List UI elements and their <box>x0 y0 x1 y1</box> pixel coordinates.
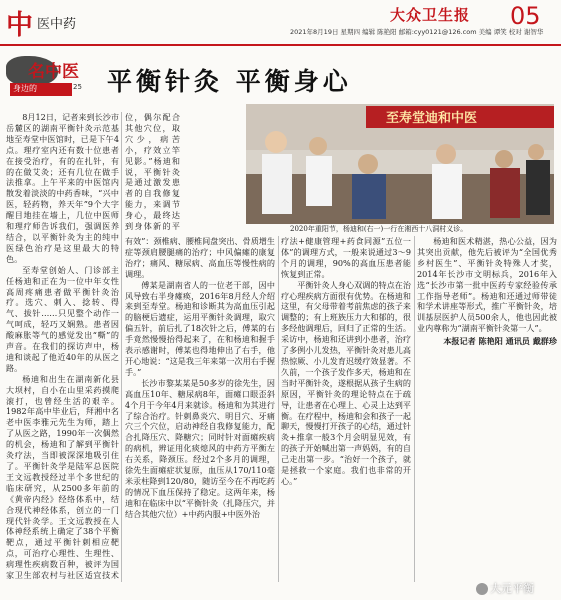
column-divider <box>414 236 415 582</box>
page-header <box>0 0 561 46</box>
column-badge <box>6 56 82 100</box>
paragraph: 疗法+健康管理+药食同源”五位一体”的调理方式，一般来说通过3～9个月的调理，90%的高血压患者能恢复到正常。 <box>281 236 411 279</box>
paragraph: 长沙市黎某某是50多岁的徐先生，因高血压10年、糖尿病8年，面瘫口眼歪斜4个月于今年4月来就诊。杨迪和为其进行了综合治疗。针刺鼻炎穴、明目穴、牙痛穴三个穴位，启动神经自我修复能力，配合扎降压穴、降糖穴；同时针对面瘫疾病的病机，辨证用化痰熄风的中药方平衡左右关系，降颈压。经过2个多月的调理，徐先生面瘫症状复原，血压从170/110毫米汞柱降到120/80，随访至今在不再吃药的情况下血压保持了稳定。这两年来，杨迪和在临床中以“平衡针灸（扎降压穴，并结合其他穴位）+中药内服+中医外治 <box>125 377 275 519</box>
article-column-3 <box>125 236 275 582</box>
paragraph: 有效”：颈椎病、腰椎间盘突出、骨质增生症等颈肩腰腿痛的治疗；中风偏瘫的康复治疗；痛风、糖尿病、高血压等慢性病的调理。 <box>125 236 275 279</box>
paragraph: 至寿堂创始人、门诊部主任杨迪和正在为一位中年女性高周疼痛患者做平衡针灸治疗。选穴、刺入、捻转、得气、拔针……只见整个动作一气呵成，轻巧又娴熟。患者因酸麻胀等气的感觉发出“嘶”的声音。在我们的探访声中，杨迪和谈起了他近40年的从医之路。 <box>6 264 119 373</box>
paragraph: 杨迪和出生在湖南新化县大坝村，自小在山里采药摸爬滚打，也曾经生活的艰辛。1982年高中毕业后，拜湘中名老中医李雅元先生为师，踏上了从医之路，1990年一次偶然的机会，杨迪和了解到平衡针灸疗法，当即被深深地吸引住了。平衡针灸学是陆军总医院王文远教授经过半个多世纪的临床研究，从2500多年前的《黄帝内经》经络体系中，结合现代神经体系，创立的一门现代针灸学。王文远教授在人体神经系统上确定了38个平衡靶点，通过平衡针刺相应靶点，可治疗心理性、生理性、病理性疾病数百种，被评为国家卫生部农村与社区适宜技术 <box>6 373 119 581</box>
paragraph: 杨迪和医术精湛，热心公益，因为其突出贡献，他先后被评为“全国优秀乡村医生”、平衡针灸特殊人才奖，2014年长沙市文明标兵，2016年入选“长沙市第一批中医药专家经验传承工作指导老师”。杨迪和还通过师带徒和学术讲座等形式，推广平衡针灸，培训基层医护人员500余人，他也因此被业内尊称为“湖南平衡针灸第一人”。 <box>417 236 557 334</box>
watermark-logo-icon <box>476 583 488 595</box>
page-number: 05 <box>510 2 541 30</box>
paragraph: 位，偶尔配合其他穴位，取穴少，病苦小，疗效立竿见影。”杨迪和说，平衡针灸是通过激发患者的自我修复能力，来调节身心，最终达到身体新的平 <box>125 112 180 232</box>
column-divider <box>121 112 122 582</box>
badge-subtitle: 身边的 <box>13 84 37 93</box>
photo-caption: 2020年重阳节，杨迪和(右一)一行在湘西十八洞村义诊。 <box>290 225 468 233</box>
article-column-2 <box>125 112 180 232</box>
banner-text: 至寿堂迪和中医 <box>386 111 478 126</box>
article-column-4 <box>281 236 411 582</box>
article-column-5 <box>417 236 557 582</box>
headline: 平衡针灸 平衡身心 <box>107 67 352 96</box>
watermark-text: 大元平衡 <box>490 582 534 595</box>
article-photo <box>246 104 554 224</box>
section-mark: 中 <box>6 10 33 41</box>
article-column-1 <box>6 112 119 582</box>
byline: 本报记者 陈艳阳 通讯员 戴群珍 <box>443 336 557 347</box>
date-line: 2021年8月19日 星期四 编辑 陈艳阳 邮箱:cyy0121@126.com 美编 谭笑 校对 谢智华 <box>290 28 544 36</box>
newspaper-brand: 大众卫生报 <box>390 6 471 24</box>
section-name: 医中药 <box>37 17 77 32</box>
column-divider <box>278 236 279 582</box>
badge-calligraphy: 名中医 <box>28 62 79 82</box>
paragraph: 傅某是湖南省人的一位老干部，因中风导致右半身瘫痪，2016年8月经人介绍来到至寿堂。杨迪和诊断其为高血压引起的脑梗后遗症，运用平衡针灸调理，取穴偏五针，前后扎了18次针之后，傅某的右手竟然慢慢抬得起来了，在和杨迪和握手表示感谢时，傅某也得地伸出了右手，他开心地说：“这是我三年来第一次用右手握手。” <box>125 279 275 377</box>
paragraph: 平衡针灸人身心双调的特点在治疗心理疾病方面很有优势。在杨迪和这里，有父母带着考前焦虑的孩子来调整的；有上班族压力大和郁的，很多经他调理后，回归了正常的生活。采访中，杨迪和还讲到小患者，治疗了多例小儿发热，平衡针灸对患儿高热惊厥、小儿发育迟缓疗效显著。不久前，一个孩子发作多天，杨迪和在当时平衡针灸，遂根据从孩子生病的原因，平衡针灸的理论特点在于疏导，让患者在心理上、心灵上达到平衡。在疗程中，杨迪和会和孩子一起聊天，慢慢打开孩子的心结，通过针灸+推拿一般3个月会明显见效，有的孩子开始喊出第一声妈妈，有的自己走出第一步。“治好一个孩子，就是拯救一个家庭。我们也非常的开心。” <box>281 279 411 486</box>
paragraph: 8月12日，记者来到长沙市岳麓区的湖南平衡针灸示范基地至寿堂中医馆时，已是下午4点。理疗室内还有数十位患者在接受治疗，有的在扎针，有的在做艾灸；还有几位在做手法推拿。上午平来的中医馆内散发着淡淡的中药香味，“兴中医，轻药物，养天年”9个大字醒目地挂在墙上，几位中医师和理疗师告诉我们，强调医养结合，以平衡针灸为主的纯中医绿色治疗是这里最大的特色。 <box>6 112 119 264</box>
watermark <box>476 580 534 596</box>
photo-illustration <box>246 104 554 224</box>
badge-number: 25 <box>73 83 82 91</box>
